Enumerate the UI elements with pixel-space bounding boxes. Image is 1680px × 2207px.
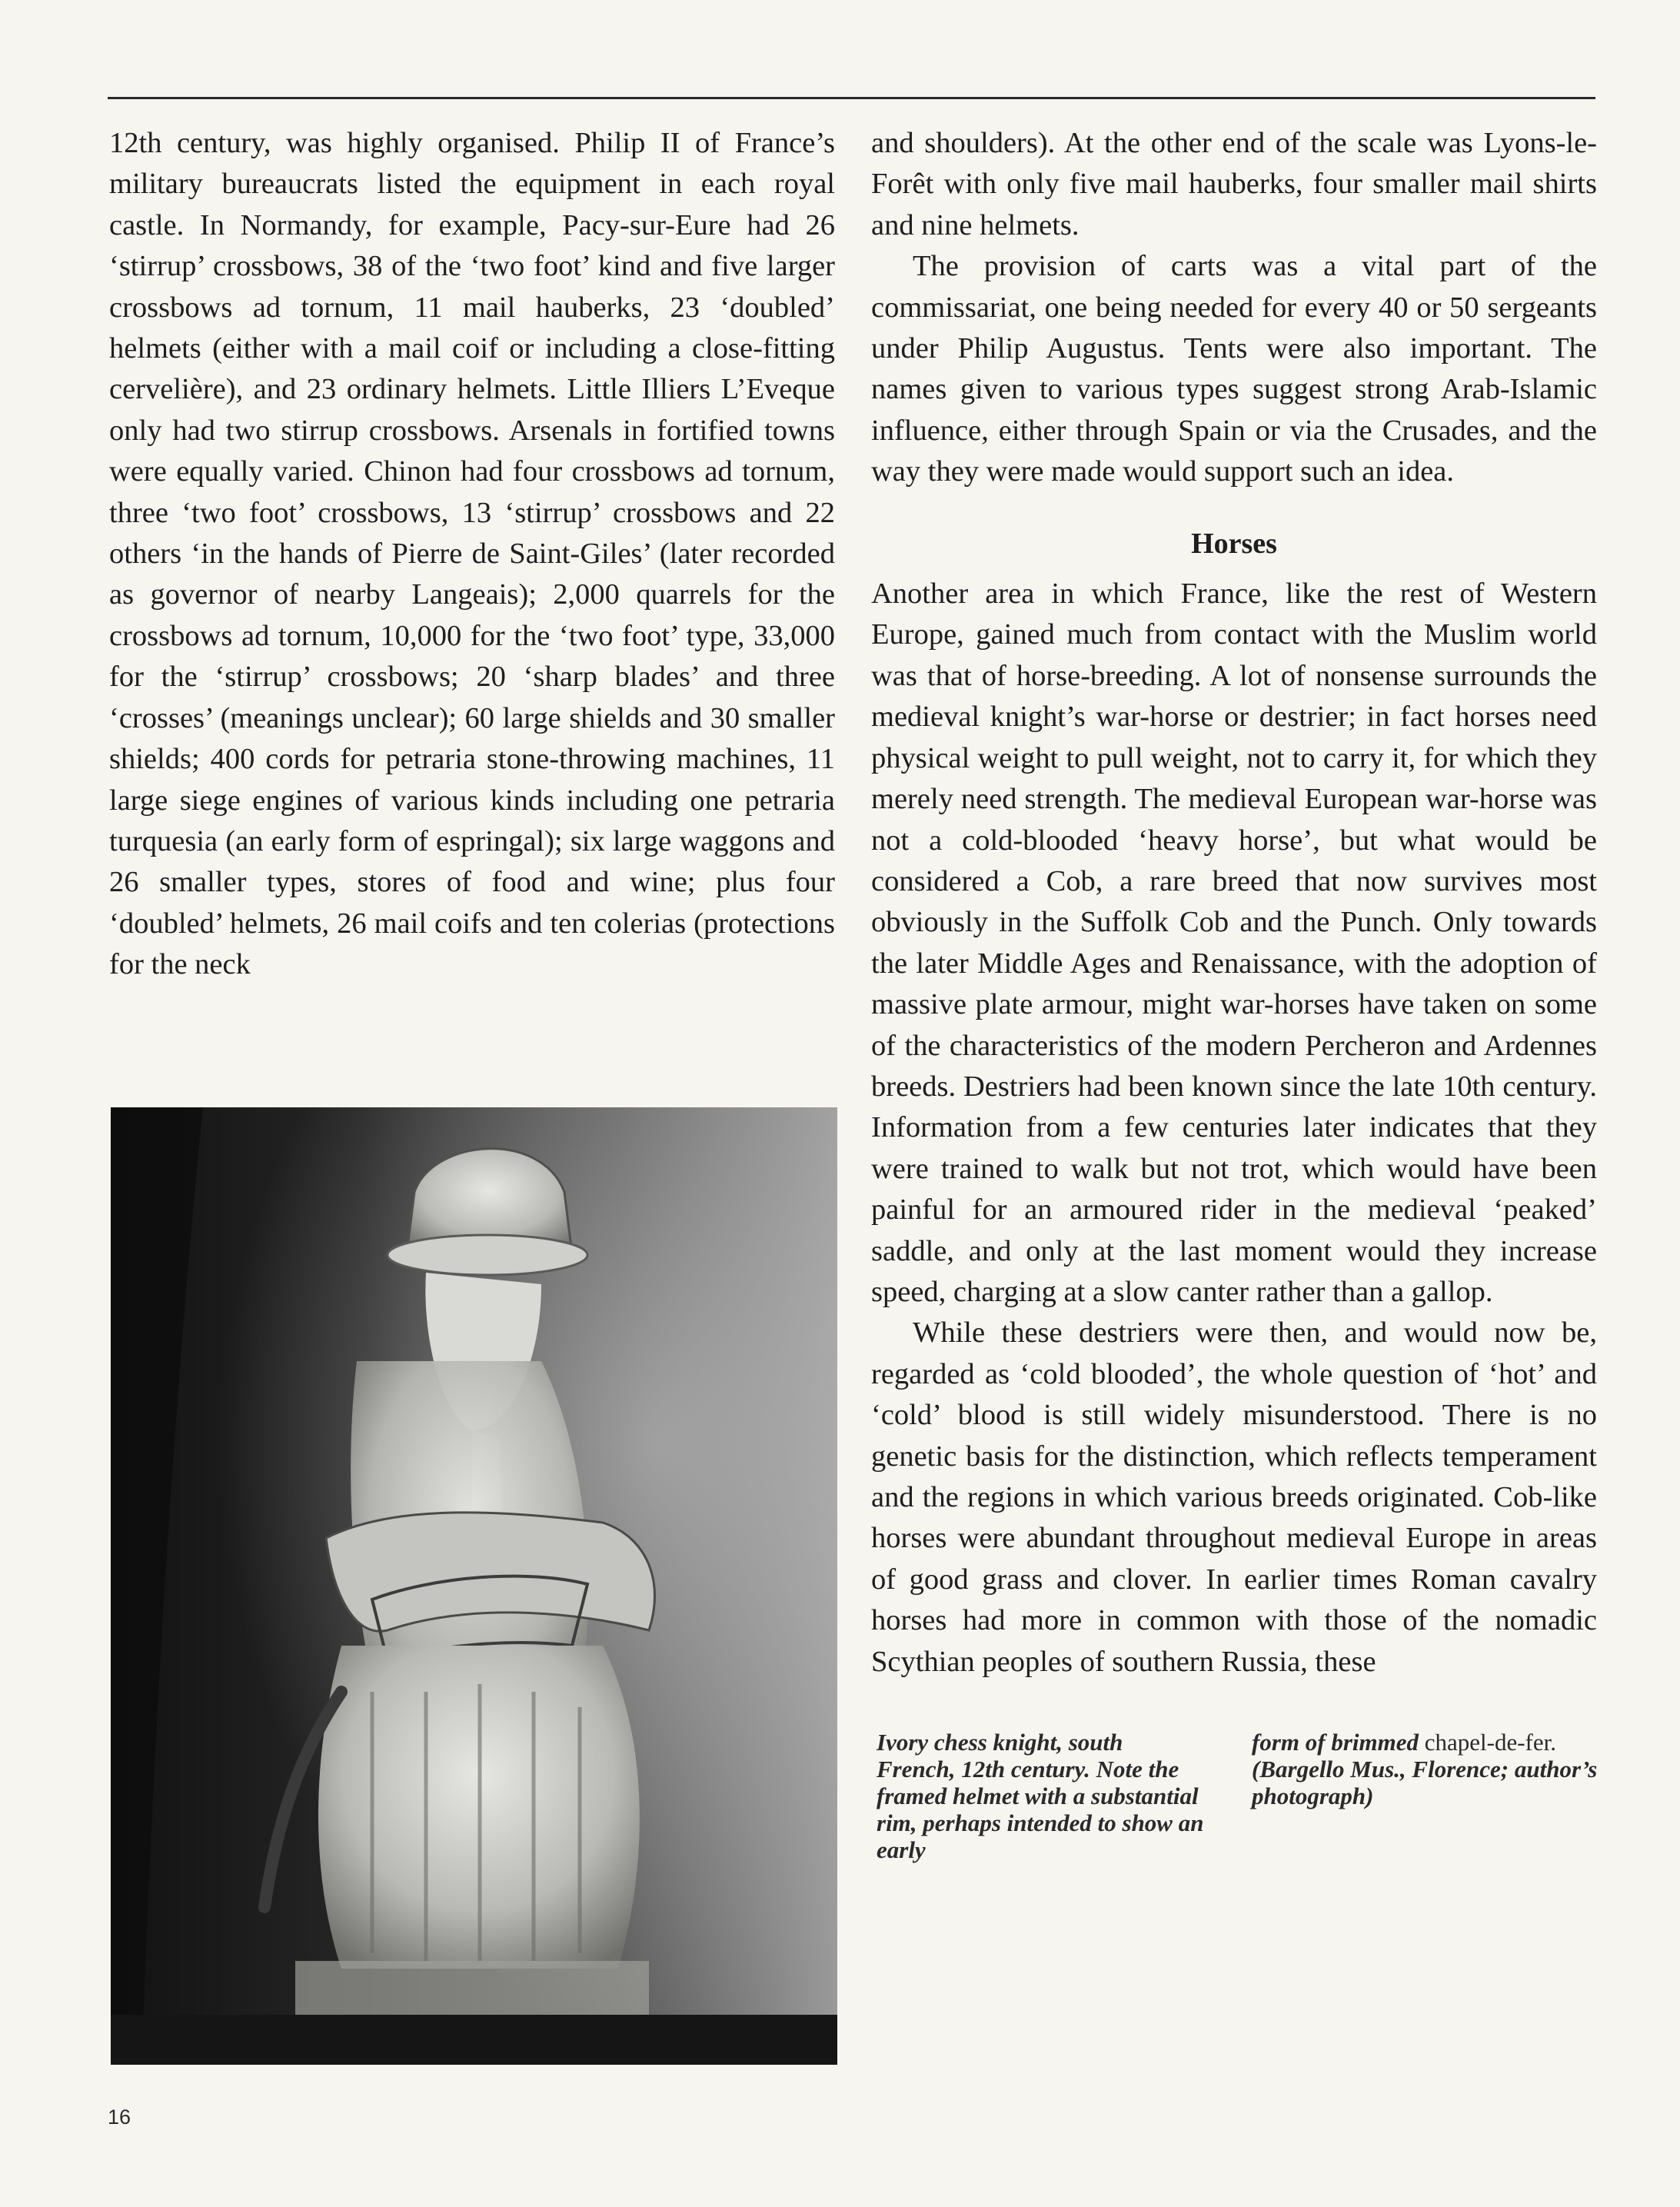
right-paragraph-2: The provision of carts was a vital part of the commissariat, one being needed for every 40 or 50 sergeants under Philip Augustus. Tents were also important. The names given to various types suggest strong Arab-Islamic influence, either through Spain or via the Crusades, and the way they were made would support such an idea. [871, 250, 1597, 488]
photo-caption-part-2 [1252, 1729, 1598, 1809]
section-heading-horses: Horses [1191, 527, 1277, 560]
right-paragraph-1: and shoulders). At the other end of the scale was Lyons-le-Forêt with only five mail hauberks, four smaller mail shirts and nine helmets. [871, 127, 1597, 241]
caption-italic-text: form of brimmed [1252, 1729, 1419, 1756]
header-rule [108, 97, 1595, 99]
caption-credit-text: (Bargello Mus., Florence; author’s photograph) [1252, 1756, 1598, 1809]
photo-caption-part-1: Ivory chess knight, south French, 12th century. Note the framed helmet with a substantial rim, perhaps intended to show an early [877, 1729, 1204, 1863]
caption-roman-text: chapel-de-fer. [1424, 1729, 1556, 1756]
page-number: 16 [108, 2105, 131, 2129]
left-paragraph-1: 12th century, was highly organised. Philip II of France’s military bureaucrats listed the equipment in each royal castle. In Normandy, for example, Pacy-sur-Eure had 26 ‘stirrup’ crossbows, 38 of the ‘two foot’ kind and five larger crossbows ad tornum, 11 mail hauberks, 23 ‘doubled’ helmets (either with a mail coif or including a close-fitting cervelière), and 23 ordinary helmets. Little Illiers L’Eveque only had two stirrup crossbows. Arsenals in fortified towns were equally varied. Chinon had four crossbows ad tornum, three ‘two foot’ crossbows, 13 ‘stirrup’ crossbows and 22 others ‘in the hands of Pierre de Saint-Giles’ (later recorded as governor of nearby Langeais); 2,000 quarrels for the crossbows ad tornum, 10,000 for the ‘two foot’ type, 33,000 for the ‘stirrup’ crossbows; 20 ‘sharp blades’ and three ‘crosses’ (meanings unclear); 60 large shields and 30 smaller shields; 400 cords for petraria stone-throwing machines, 11 large siege engines of various kinds including one petraria turquesia (an early form of espringal); six large waggons and 26 smaller types, stores of food and wine; plus four ‘doubled’ helmets, 26 mail coifs and ten colerias (protections for the neck [109, 127, 835, 981]
left-column [109, 123, 835, 986]
right-paragraph-4: While these destriers were then, and would now be, regarded as ‘cold blooded’, the whole question of ‘hot’ and ‘cold’ blood is still widely misunderstood. There is no genetic basis for the distinction, which reflects temperament and the regions in which various breeds originated. Cob-like horses were abundant throughout medieval Europe in areas of good grass and clover. In earlier times Roman cavalry horses had more in common with those of the nomadic Scythian peoples of southern Russia, these [871, 1317, 1597, 1678]
right-column [871, 123, 1597, 1683]
chess-knight-photo [111, 1107, 837, 2065]
right-paragraph-3: Another area in which France, like the rest of Western Europe, gained much from contact with the Muslim world was that of horse-breeding. A lot of nonsense surrounds the medieval knight’s war-horse or destrier; in fact horses need physical weight to pull weight, not to carry it, for which they merely need strength. The medieval European war-horse was not a cold-blooded ‘heavy horse’, but what would be considered a Cob, a rare breed that now survives most obviously in the Suffolk Cob and the Punch. Only towards the later Middle Ages and Renaissance, with the adoption of massive plate armour, might war-horses have taken on some of the characteristics of the modern Percheron and Ardennes breeds. Destriers had been known since the late 10th century. Information from a few centuries later indicates that they were trained to walk but not trot, which would have been painful for an armoured rider in the medieval ‘peaked’ saddle, and only at the last moment would they increase speed, charging at a slow canter rather than a gallop. [871, 578, 1597, 1308]
